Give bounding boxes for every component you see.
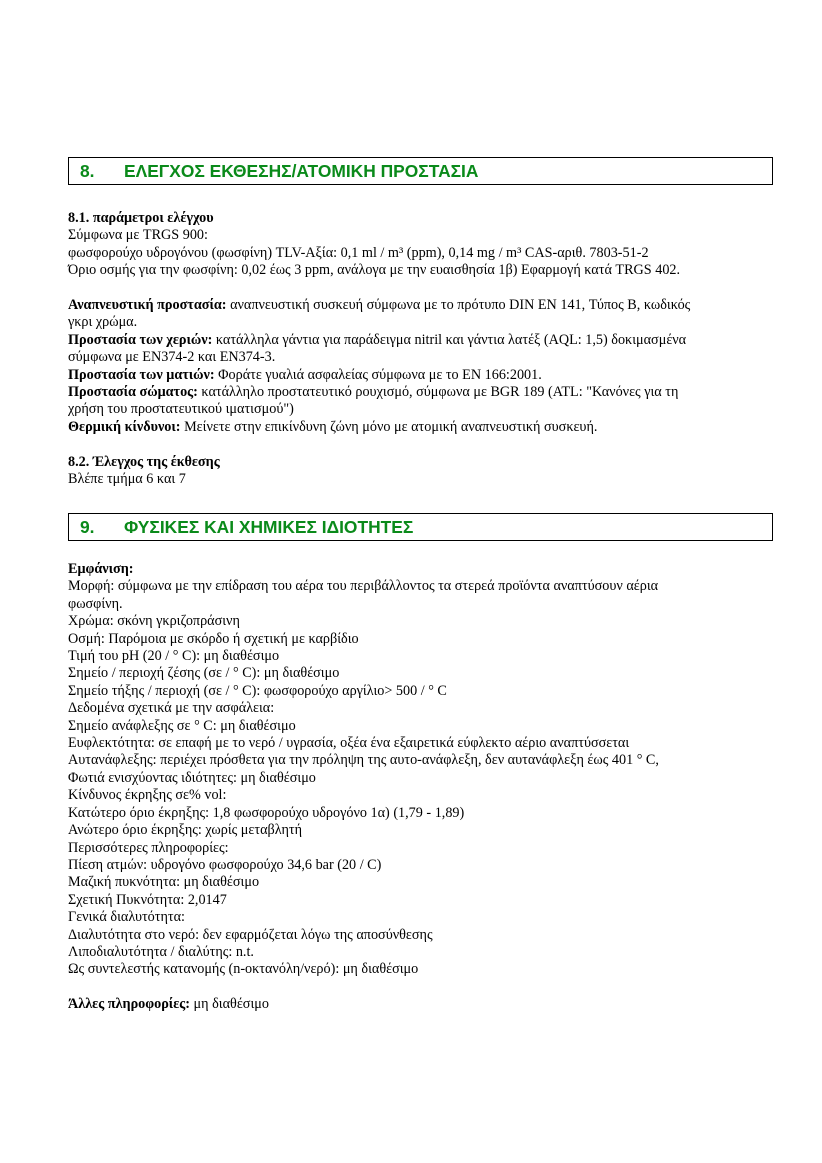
text-line: Όριο οσμής για την φωσφίνη: 0,02 έως 3 ppm, ανάλογα με την ευαισθησία 1β) Εφαρμογή κατά TRGS 402. <box>68 262 681 279</box>
text-line: Φωτιά ενισχύοντας ιδιότητες: μη διαθέσιμο <box>68 769 316 786</box>
other-info-label: Άλλες πληροφορίες: <box>68 996 190 1013</box>
text-line: Πίεση ατμών: υδρογόνο φωσφορούχο 34,6 bar (20 / C) <box>68 856 382 873</box>
text-line: Σημείο ανάφλεξης σε ° C: μη διαθέσιμο <box>68 717 296 734</box>
text-line: Διαλυτότητα στο νερό: δεν εφαρμόζεται λόγω της αποσύνθεσης <box>68 926 433 943</box>
section-8-header <box>68 157 773 185</box>
text-line: Μορφή: σύμφωνα με την επίδραση του αέρα του περιβάλλοντος τα στερεά προϊόντα αναπτύσουν αέρια <box>68 578 659 595</box>
text-line: Περισσότερες πληροφορίες: <box>68 839 229 856</box>
text-line: χρήση του προστατευτικού ιματισμού") <box>68 401 294 418</box>
appearance-heading: Εμφάνιση: <box>68 561 134 577</box>
section-9-number: 9. <box>80 517 95 537</box>
body-protection: Προστασία σώματος: κατάλληλο προστατευτικό ρουχισμό, σύμφωνα με BGR 189 (ATL: "Κανόνες για τη <box>68 384 679 401</box>
text-line: Δεδομένα σχετικά με την ασφάλεια: <box>68 700 275 717</box>
text-line: Οσμή: Παρόμοια με σκόρδο ή σχετική με καρβίδιο <box>68 630 359 647</box>
section-8-number: 8. <box>80 161 95 181</box>
text-line: Βλέπε τμήμα 6 και 7 <box>68 471 186 488</box>
respiratory-label: Αναπνευστική προστασία: <box>68 297 227 314</box>
subsection-8-1-heading: 8.1. παράμετροι ελέγχου <box>68 210 214 226</box>
section-8-title: ΕΛΕΓΧΟΣ ΕΚΘΕΣΗΣ/ΑΤΟΜΙΚΗ ΠΡΟΣΤΑΣΙΑ <box>124 161 479 181</box>
text-line: γκρι χρώμα. <box>68 314 138 331</box>
text-line: σύμφωνα με EN374-2 και EN374-3. <box>68 349 276 366</box>
eye-protection: Προστασία των ματιών: Φοράτε γυαλιά ασφαλείας σύμφωνα με το EN 166:2001. <box>68 366 542 383</box>
hand-protection: Προστασία των χεριών: κατάλληλα γάντια για παράδειγμα nitril και γάντια λατέξ (AQL: 1,5) δοκιμασμένα <box>68 331 687 348</box>
text-line: φωσφορούχο υδρογόνου (φωσφίνη) TLV-Αξία: 0,1 ml / m³ (ppm), 0,14 mg / m³ CAS-αριθ. 7803-51-2 <box>68 244 649 261</box>
section-8-body <box>68 210 768 488</box>
text-line: Χρώμα: σκόνη γκριζοπράσινη <box>68 613 240 630</box>
thermal-label: Θερμική κίνδυνοι: <box>68 418 181 435</box>
other-information: Άλλες πληροφορίες: μη διαθέσιμο <box>68 996 269 1013</box>
text-line: Σημείο τήξης / περιοχή (σε / ° C): φωσφορούχο αργίλιο> 500 / ° C <box>68 682 447 699</box>
text-line: Ευφλεκτότητα: σε επαφή με το νερό / υγρασία, οξέα ένα εξαιρετικά εύφλεκτο αέριο αναπτύσσεται <box>68 735 630 752</box>
text-line: Τιμή του pH (20 / ° C): μη διαθέσιμο <box>68 648 280 665</box>
text-line: Ως συντελεστής κατανομής (n-οκτανόλη/νερό): μη διαθέσιμο <box>68 961 419 978</box>
text-line: Σημείο / περιοχή ζέσης (σε / ° C): μη διαθέσιμο <box>68 665 340 682</box>
thermal-hazards: Θερμική κίνδυνοι: Μείνετε στην επικίνδυνη ζώνη μόνο με ατομική αναπνευστική συσκευή. <box>68 418 598 435</box>
section-9-title: ΦΥΣΙΚΕΣ ΚΑΙ ΧΗΜΙΚΕΣ ΙΔΙΟΤΗΤΕΣ <box>124 517 414 537</box>
text-line: Ανώτερο όριο έκρηξης: χωρίς μεταβλητή <box>68 822 303 839</box>
eyes-label: Προστασία των ματιών: <box>68 366 215 383</box>
text-line: Κατώτερο όριο έκρηξης: 1,8 φωσφορούχο υδρογόνο 1α) (1,79 - 1,89) <box>68 804 465 821</box>
text-line: φωσφίνη. <box>68 595 123 612</box>
hands-label: Προστασία των χεριών: <box>68 331 213 348</box>
respiratory-protection: Αναπνευστική προστασία: αναπνευστική συσκευή σύμφωνα με το πρότυπο DIN EN 141, Τύπος B, κωδικός <box>68 297 691 314</box>
text-line: Αυτανάφλεξης: περιέχει πρόσθετα για την πρόληψη της αυτο-ανάφλεξη, δεν αυτανάφλεξη έως 401 ° C, <box>68 752 659 769</box>
text-line: Κίνδυνος έκρηξης σε% vol: <box>68 787 227 804</box>
section-9-header <box>68 513 773 541</box>
text-line: Γενικά διαλυτότητα: <box>68 909 185 926</box>
text-line: Σχετική Πυκνότητα: 2,0147 <box>68 891 227 908</box>
text-line: Λιποδιαλυτότητα / διαλύτης: n.t. <box>68 943 254 960</box>
subsection-8-2-heading: 8.2. Έλεγχος της έκθεσης <box>68 453 220 470</box>
text-line: Μαζική πυκνότητα: μη διαθέσιμο <box>68 874 260 891</box>
body-label: Προστασία σώματος: <box>68 384 198 401</box>
section-9-body <box>68 561 768 1014</box>
text-line: Σύμφωνα με TRGS 900: <box>68 227 208 244</box>
